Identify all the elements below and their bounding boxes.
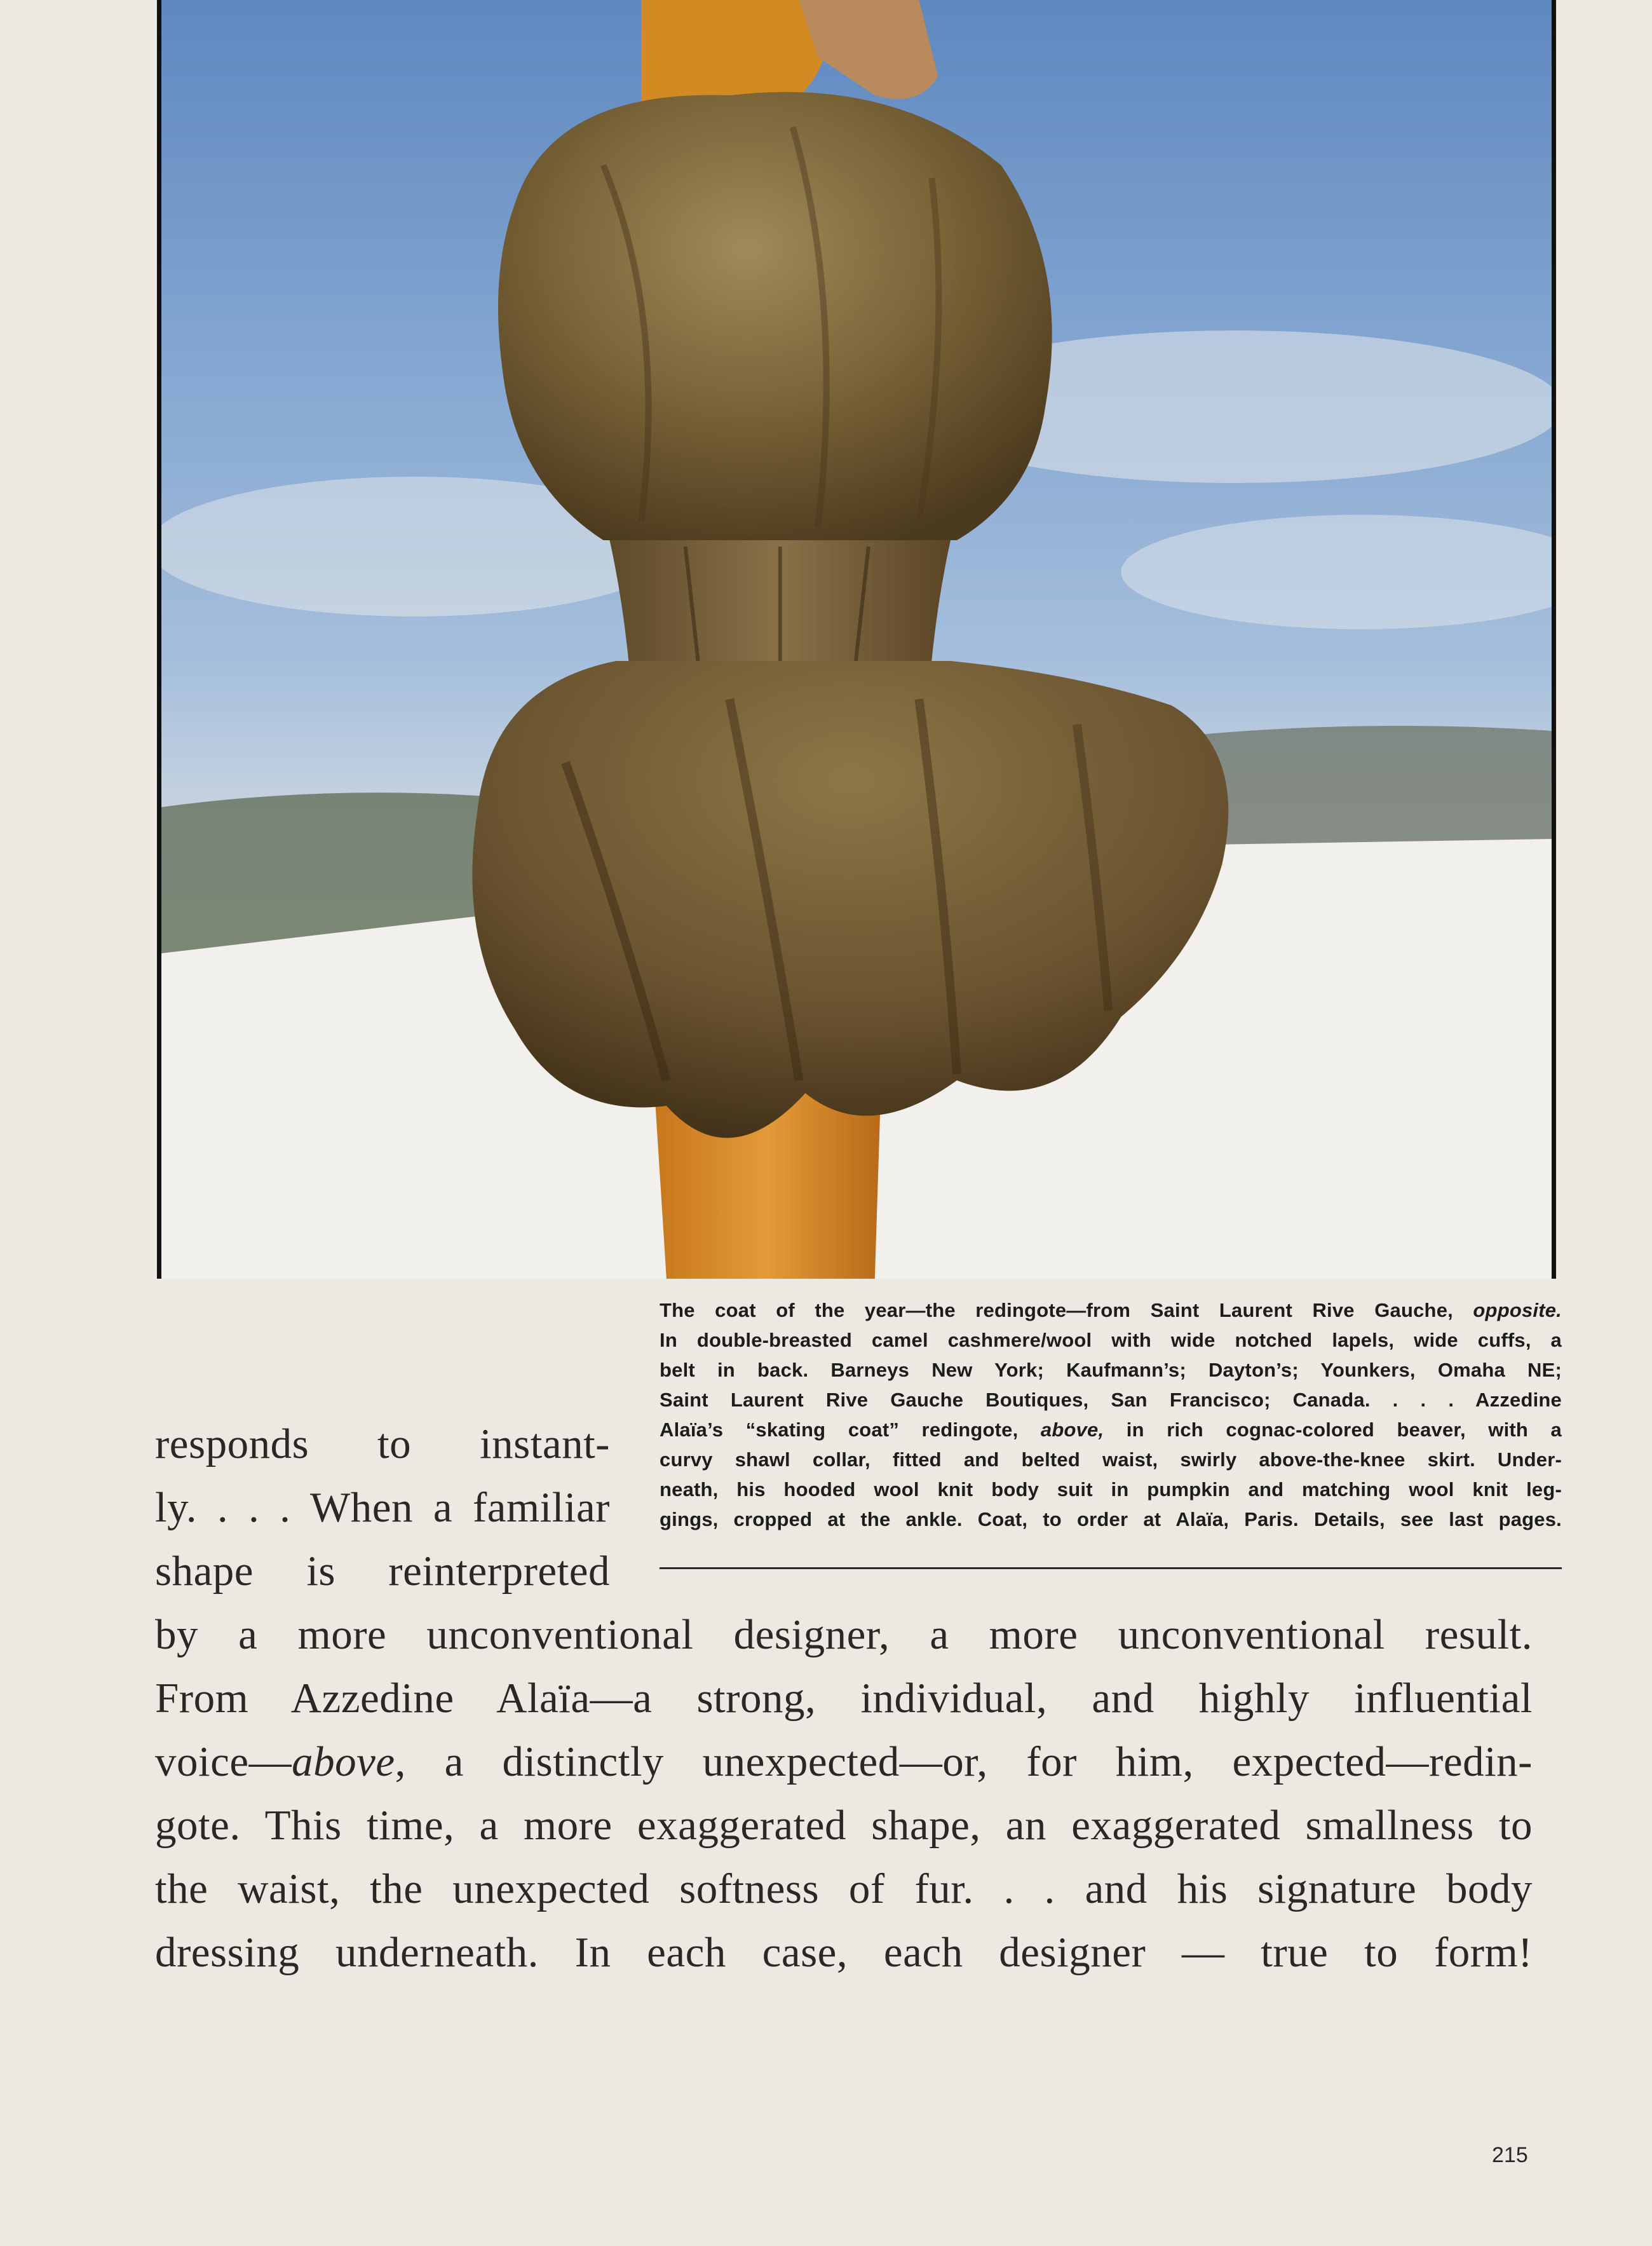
caption-line: Alaïa’s “skating coat” redingote, above, in rich cognac-colored beaver, with a: [660, 1419, 1562, 1441]
body-line: gote. This time, a more exaggerated shape, an exaggerated smallness to: [155, 1802, 1533, 1849]
body-line: by a more unconventional designer, a more unconventional result.: [155, 1611, 1533, 1658]
body-line: shape is reinterpreted: [155, 1548, 610, 1595]
caption-line: In double-breasted camel cashmere/wool with wide notched lapels, wide cuffs, a: [660, 1329, 1562, 1351]
body-line: voice—above, a distinctly unexpected—or, for him, expected—redin-: [155, 1738, 1533, 1785]
caption-line: gings, cropped at the ankle. Coat, to order at Alaïa, Paris. Details, see last pages.: [660, 1508, 1562, 1530]
fashion-photo: [157, 0, 1556, 1279]
page-number: 215: [1492, 2143, 1528, 2167]
body-text-main: [155, 1603, 1533, 1984]
caption-line: The coat of the year—the redingote—from Saint Laurent Rive Gauche, opposite.: [660, 1299, 1562, 1321]
caption-line: Saint Laurent Rive Gauche Boutiques, San Francisco; Canada. . . . Azzedine: [660, 1389, 1562, 1411]
body-line: responds to instant-: [155, 1420, 610, 1467]
body-line: From Azzedine Alaïa—a strong, individual, and highly influential: [155, 1675, 1533, 1722]
body-line: ly. . . . When a familiar: [155, 1484, 610, 1531]
caption-line: neath, his hooded wool knit body suit in pumpkin and matching wool knit leg-: [660, 1478, 1562, 1501]
caption-divider: [660, 1567, 1562, 1569]
photo-caption: [660, 1295, 1562, 1534]
caption-line: curvy shawl collar, fitted and belted waist, swirly above-the-knee skirt. Under-: [660, 1448, 1562, 1471]
caption-line: belt in back. Barneys New York; Kaufmann’s; Dayton’s; Younkers, Omaha NE;: [660, 1359, 1562, 1381]
body-line: dressing underneath. In each case, each designer — true to form!: [155, 1929, 1533, 1976]
fur-redingote-illustration: [161, 0, 1552, 1279]
body-text-left-column: [155, 1412, 610, 1603]
body-line: the waist, the unexpected softness of fur. . . and his signature body: [155, 1865, 1533, 1912]
